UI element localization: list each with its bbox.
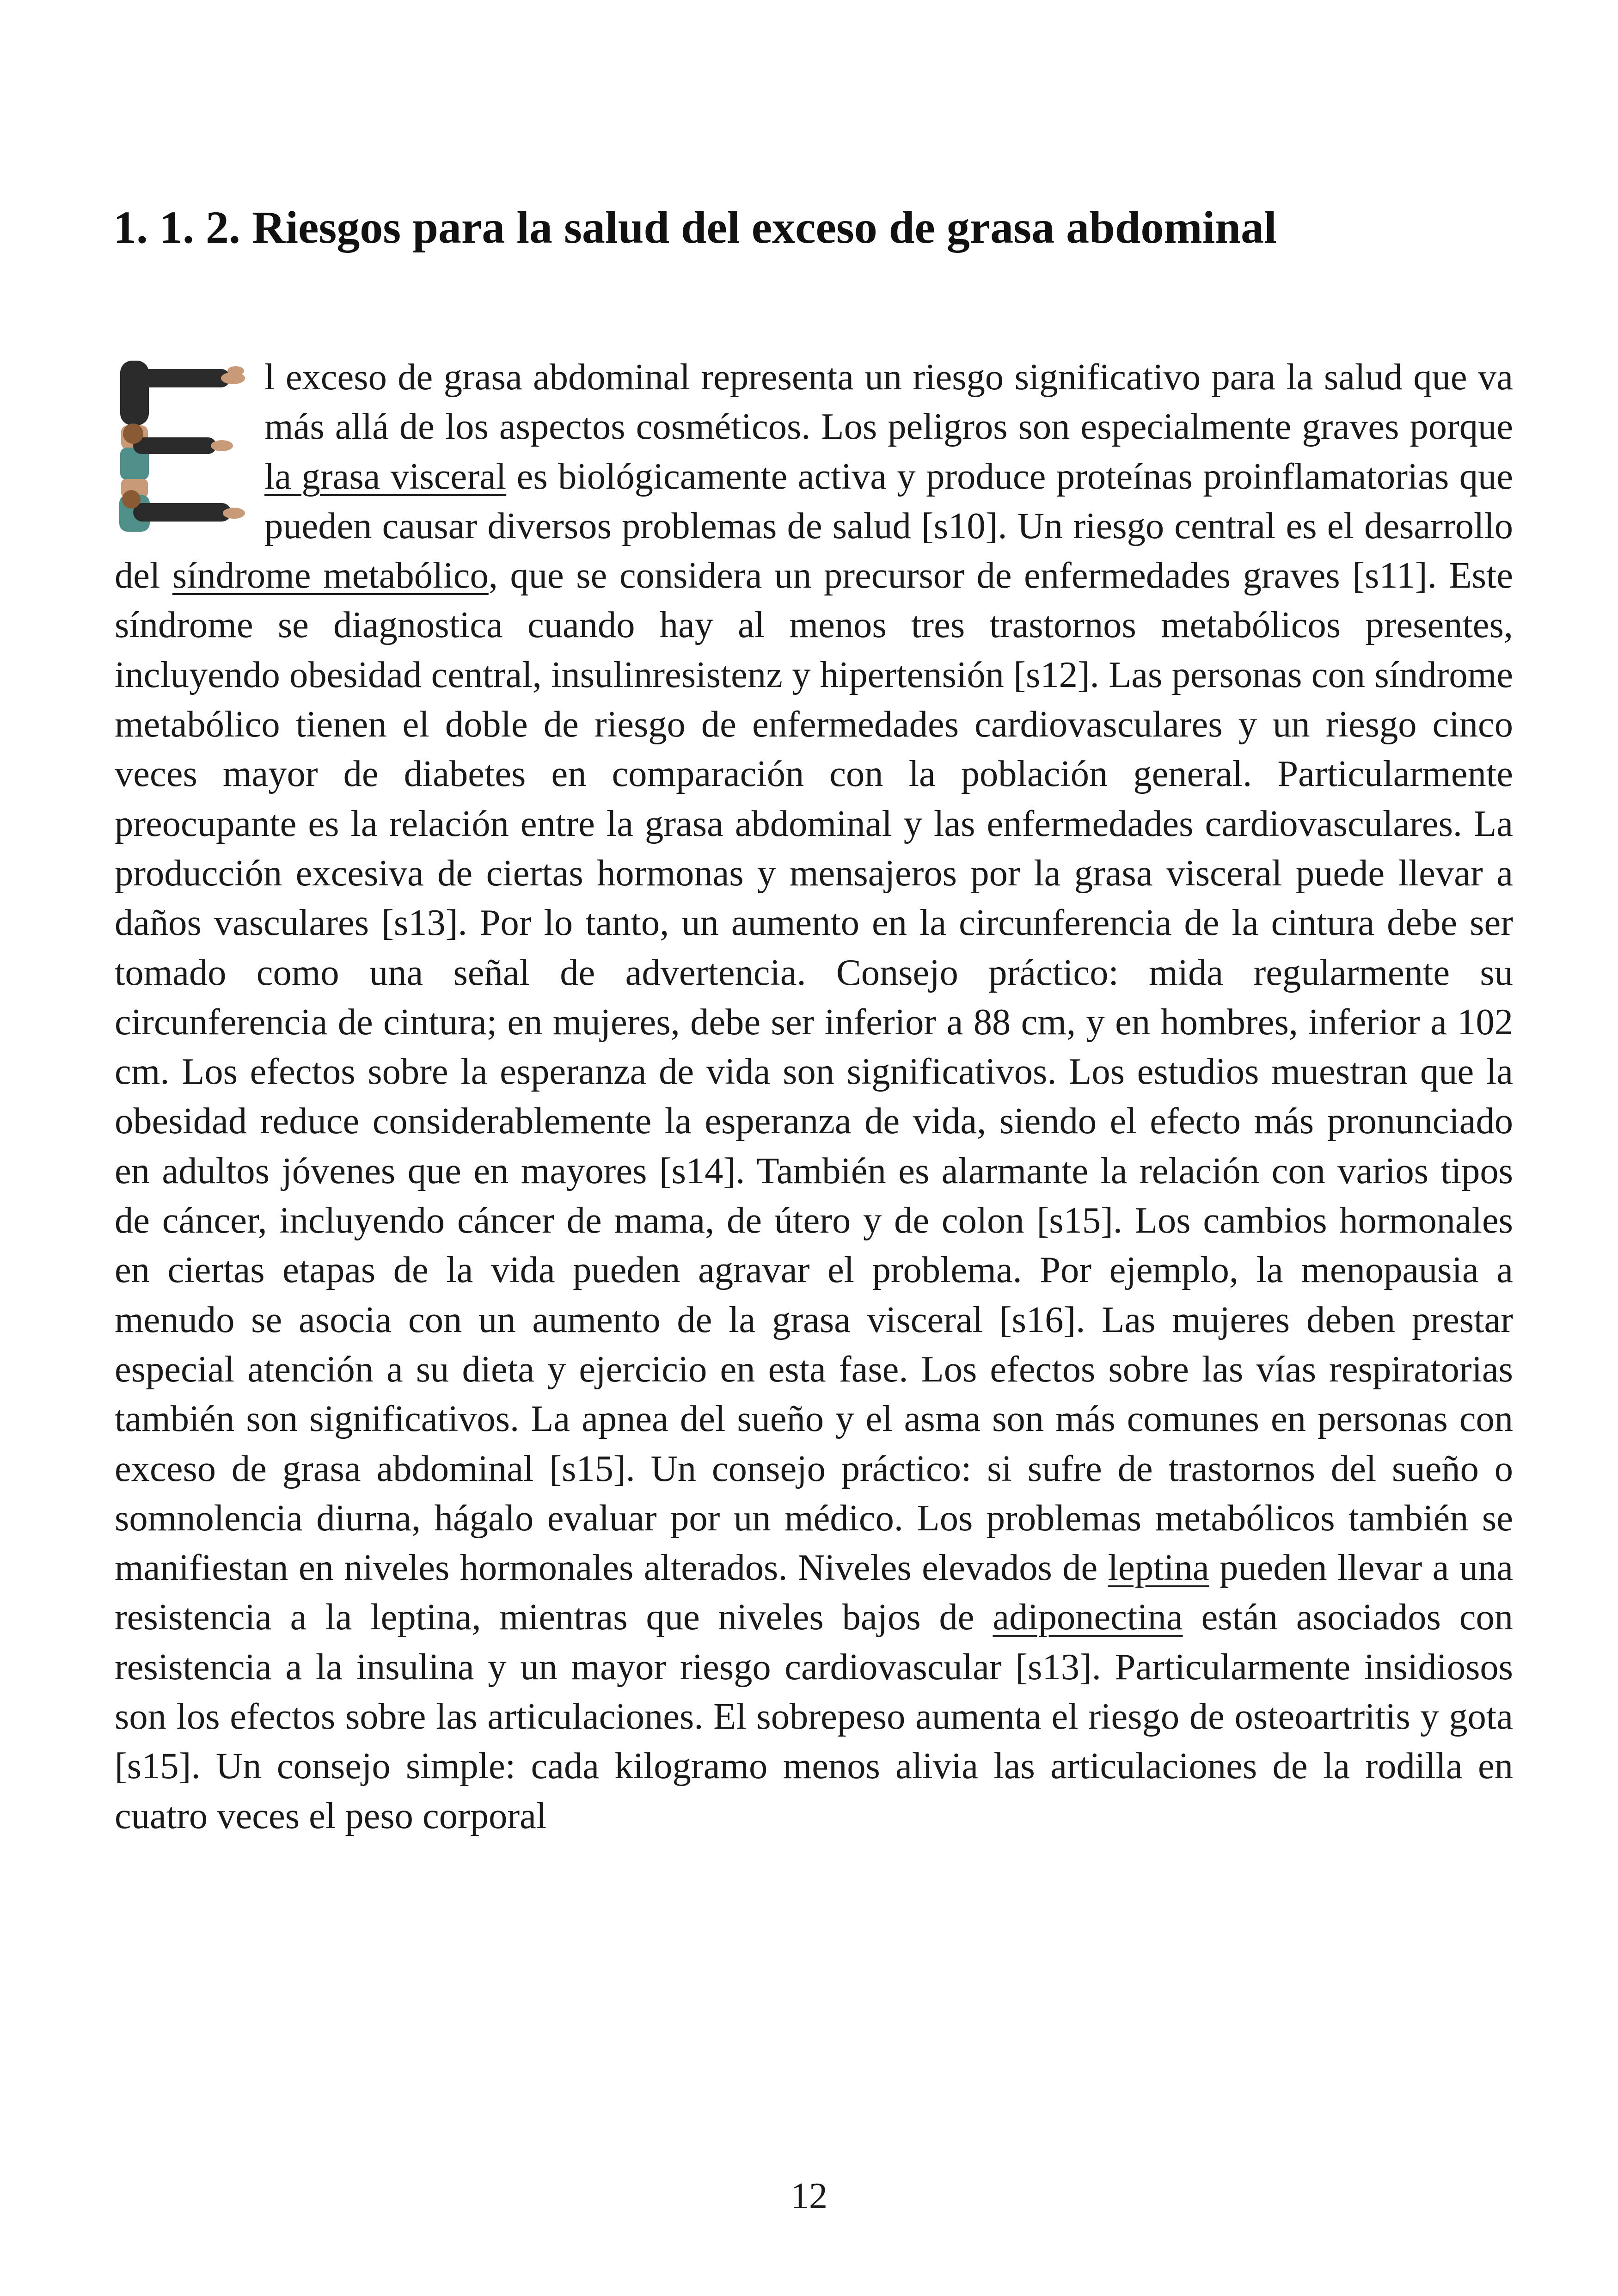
link-adiponectina[interactable]: adiponectina: [993, 1596, 1183, 1638]
body-paragraph: [115, 352, 1513, 1841]
page-number: 12: [791, 2176, 827, 2216]
section-heading: 1. 1. 2. Riesgos para la salud del exceso de grasa abdominal: [113, 202, 1277, 253]
paragraph-text-4: pueden llevar a una resistencia a la leptina, mientras que niveles bajos de: [115, 1547, 1513, 1638]
paragraph-text-3: , que se considera un precursor de enfermedades graves [s11]. Este síndrome se diagnostica cuando hay al menos tres trastornos metabólicos presentes, incluyendo obesidad central, insulinresistenz y hipertensión [s12]. Las personas con síndrome metabólico tienen el doble de riesgo de enfermedades cardiovasculares y un riesgo cinco veces mayor de diabetes en comparación con la población general. Particularmente preocupante es la relación entre la grasa abdominal y las enfermedades cardiovasculares. La producción excesiva de ciertas hormonas y mensajeros por la grasa visceral puede llevar a daños vasculares [s13]. Por lo tanto, un aumento en la circunferencia de la cintura debe ser tomado como una señal de advertencia. Consejo práctico: mida regularmente su circunferencia de cintura; en mujeres, debe ser inferior a 88 cm, y en hombres, inferior a 102 cm. Los efectos sobre la esperanza de vida son significativos. Los estudios muestran que la obesidad reduce considerablemente la esperanza de vida, siendo el efecto más pronunciado en adultos jóvenes que en mayores [s14]. También es alarmante la relación con varios tipos de cáncer, incluyendo cáncer de mama, de útero y de colon [s15]. Los cambios hormonales en ciertas etapas de la vida pueden agravar el problema. Por ejemplo, la menopausia a menudo se asocia con un aumento de la grasa visceral [s16]. Las mujeres deben prestar especial atención a su dieta y ejercicio en esta fase. Los efectos sobre las vías respiratorias también son significativos. La apnea del sueño y el asma son más comunes en personas con exceso de grasa abdominal [s15]. Un consejo práctico: si sufre de trastornos del sueño o somnolencia diurna, hágalo evaluar por un médico. Los problemas metabólicos también se manifiestan en niveles hormonales alterados. Niveles elevados de: [115, 555, 1513, 1589]
link-sindrome-metabolico[interactable]: síndrome metabólico: [172, 555, 489, 596]
woman-figures-forming-letter-e-icon: [115, 356, 249, 539]
dropcap-e-illustration: [115, 356, 249, 539]
paragraph-text-5: están asociados con resistencia a la insulina y un mayor riesgo cardiovascular [s13]. Particularmente insidiosos son los efectos sobre las articulaciones. El sobrepeso aumenta el riesgo de osteoartritis y gota [s15]. Un consejo simple: cada kilogramo menos alivia las articulaciones de la rodilla en cuatro veces el peso corporal: [115, 1596, 1513, 1836]
paragraph-text-2: es biológicamente activa y produce proteínas proinflamatorias que pueden causar diversos problemas de salud [s10]. Un riesgo central es el desarrollo del: [115, 455, 1514, 596]
paragraph-text-1: l exceso de grasa abdominal representa un riesgo significativo para la salud que va más allá de los aspectos cosméticos. Los peligros son especialmente graves porque: [264, 356, 1513, 448]
link-leptina[interactable]: leptina: [1108, 1547, 1209, 1589]
link-grasa-visceral[interactable]: la grasa visceral: [264, 455, 507, 497]
